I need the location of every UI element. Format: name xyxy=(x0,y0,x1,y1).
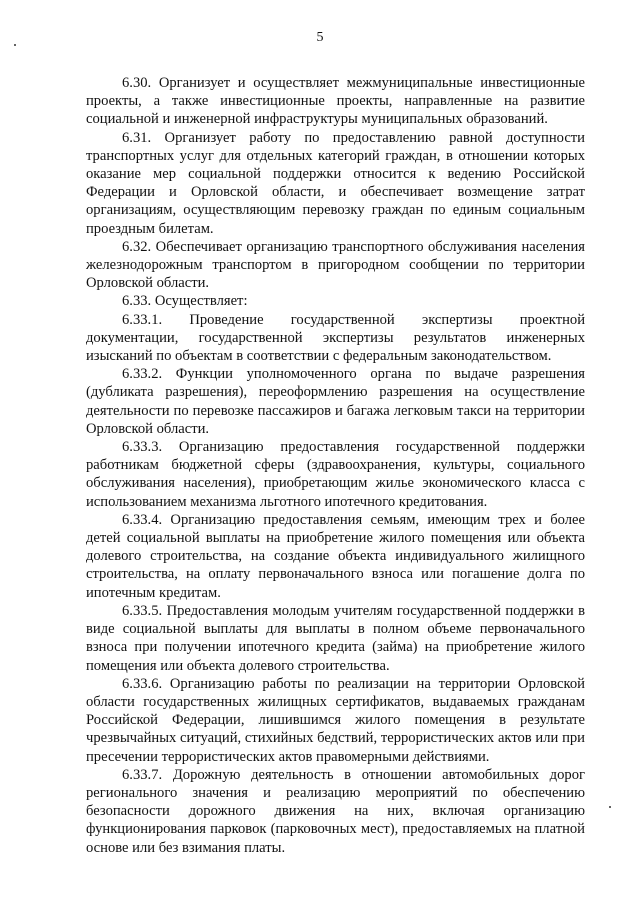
paragraph-6-33-1: 6.33.1. Проведение государственной экспертизы проектной документации, государственной экспертизы результатов инженерных изысканий по объектам в соответствии с федеральным законодательством. xyxy=(86,311,585,365)
page-number: 5 xyxy=(316,30,324,45)
paragraph-6-30: 6.30. Организует и осуществляет межмуниципальные инвестиционные проекты, а также инвестиционные проекты, направленные на развитие социальной и инженерной инфраструктуры муниципальных образований. xyxy=(86,75,585,128)
paragraph-6-31: 6.31. Организует работу по предоставлению равной доступности транспортных услуг для отдельных категорий граждан, в отношении которых оказание мер социальной поддержки относится к ведению Российской Федерации и Орловской области, и обеспечивает возмещение затрат организациям, осуществляющим перевозку граждан по единым социальным проездным билетам. xyxy=(86,129,585,237)
scan-speck xyxy=(609,806,611,808)
paragraph-6-33-6: 6.33.6. Организацию работы по реализации на территории Орловской области государственных жилищных сертификатов, выдаваемых гражданам Российской Федерации, лишившимся жилого помещения в результате чрезвычайных ситуаций, стихийных бедствий, террористических актов или при пресечении террористических актов правомерными действиями. xyxy=(86,675,585,765)
paragraph-6-33-3: 6.33.3. Организацию предоставления государственной поддержки работникам бюджетной сферы (здравоохранения, культуры, социального обслуживания населения), приобретающим жилье экономического класса с использованием механизма льготного ипотечного кредитования. xyxy=(86,439,585,510)
paragraph-6-32: 6.32. Обеспечивает организацию транспортного обслуживания населения железнодорожным транспортом в пригородном сообщении по территории Орловской области. xyxy=(86,238,585,292)
paragraph-6-33-2: 6.33.2. Функции уполномоченного органа по выдаче разрешения (дубликата разрешения), переоформлению разрешения на осуществление деятельности по перевозке пассажиров и багажа легковым такси на территории Орловской области. xyxy=(86,366,585,437)
document-body xyxy=(86,74,585,857)
scan-speck xyxy=(14,44,16,46)
paragraph-6-33-5: 6.33.5. Предоставления молодым учителям государственной поддержки в виде социальной выплаты для выплаты в полном объеме первоначального взноса при получении ипотечного кредита (займа) на приобретение жилого помещения или объекта долевого строительства. xyxy=(86,602,585,674)
paragraph-6-33-4: 6.33.4. Организацию предоставления семьям, имеющим трех и более детей социальной выплаты на приобретение жилого помещения или объекта долевого строительства, на создание объекта индивидуального жилищного строительства, на оплату первоначального взноса или погашение долга по ипотечным кредитам. xyxy=(86,511,585,601)
paragraph-6-33-7: 6.33.7. Дорожную деятельность в отношении автомобильных дорог регионального значения и реализацию мероприятий по обеспечению безопасности дорожного движения на них, включая организацию функционирования парковок (парковочных мест), предоставляемых на платной основе или без взимания платы. xyxy=(86,766,585,856)
paragraph-6-33: 6.33. Осуществляет: xyxy=(122,293,248,310)
